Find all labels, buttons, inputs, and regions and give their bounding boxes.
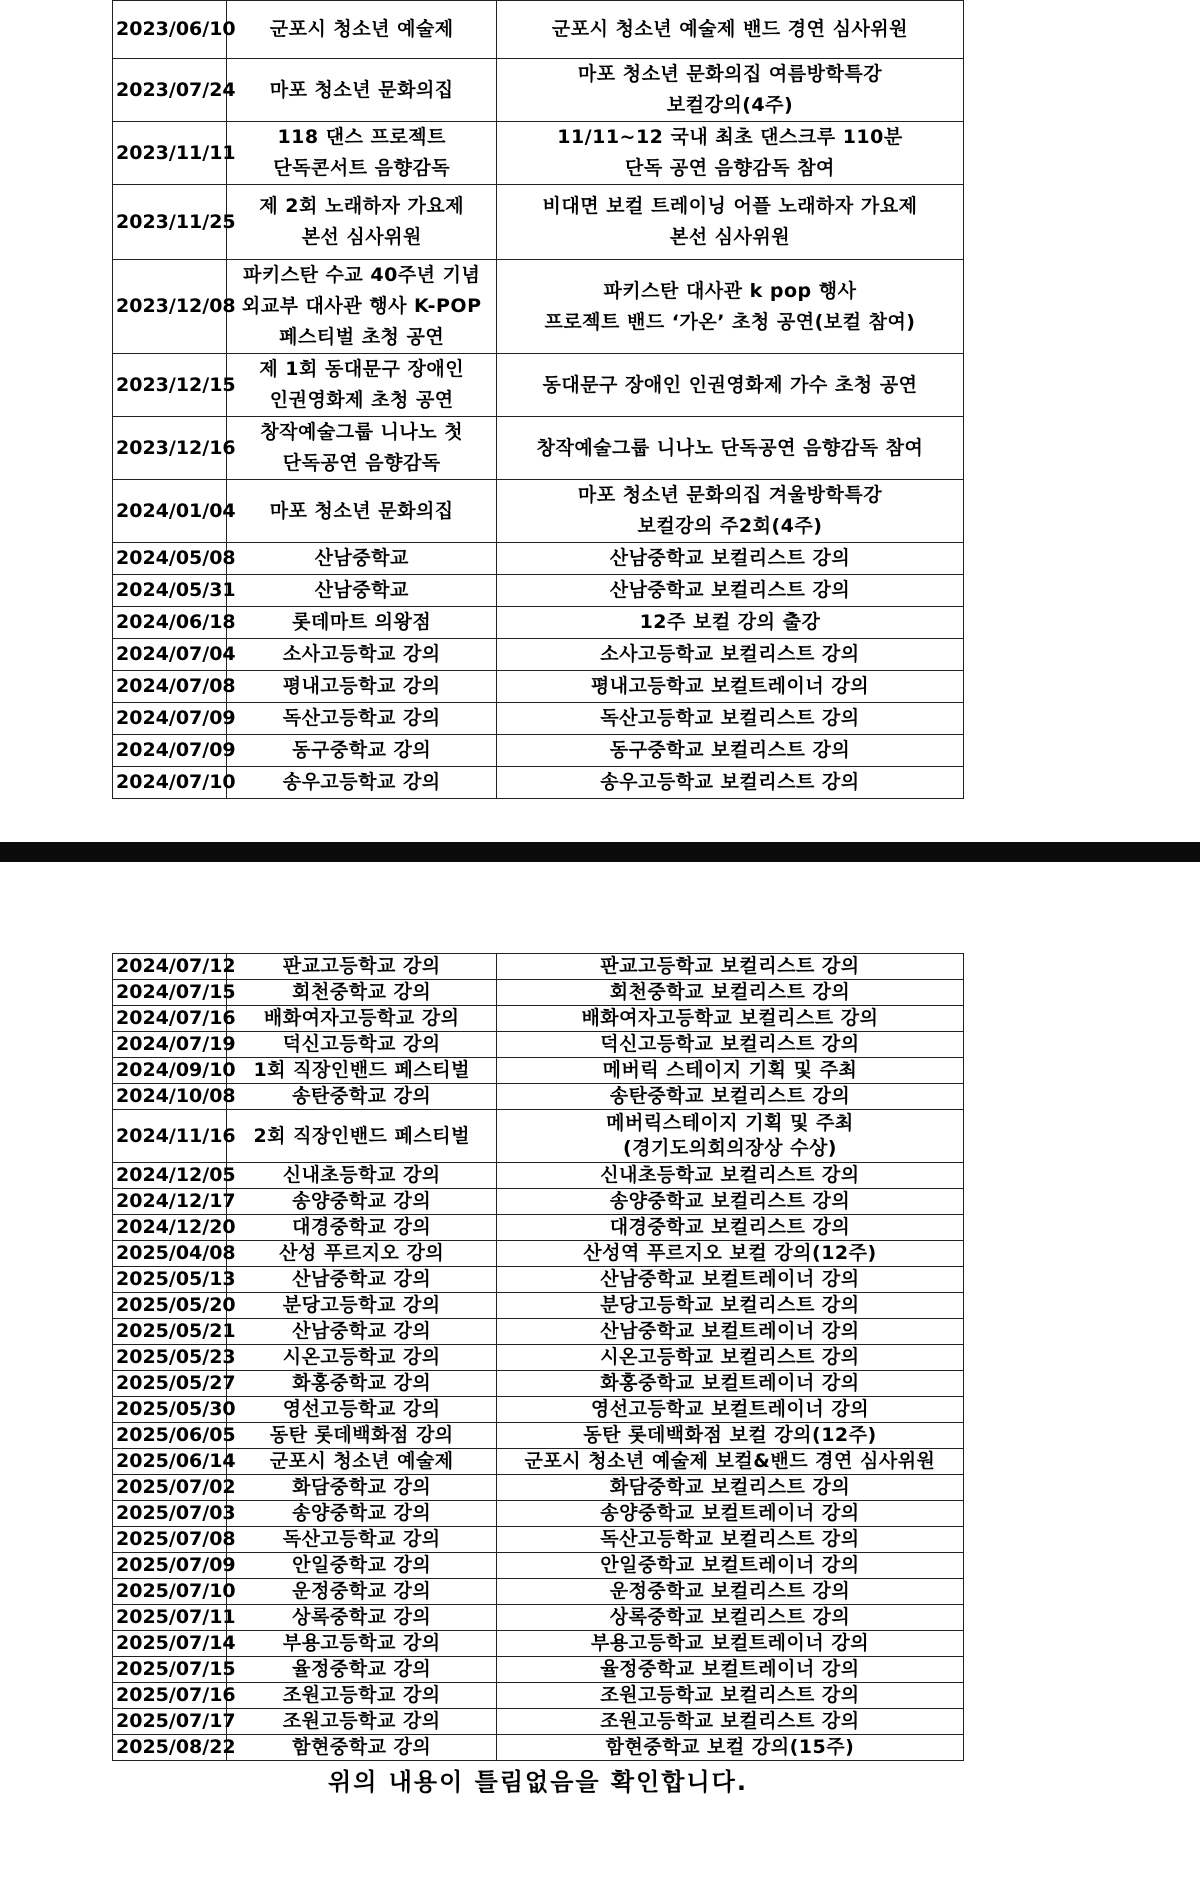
detail-cell: 독산고등학교 보컬리스트 강의 <box>496 703 963 735</box>
detail-cell: 안일중학교 보컬트레이너 강의 <box>496 1553 963 1579</box>
detail-cell: 산성역 푸르지오 보컬 강의(12주) <box>496 1241 963 1267</box>
date-cell: 2024/07/04 <box>113 639 227 671</box>
date-cell: 2023/06/10 <box>113 1 227 59</box>
date-cell: 2024/06/18 <box>113 607 227 639</box>
event-cell: 화홍중학교 강의 <box>227 1371 496 1397</box>
date-cell: 2025/07/17 <box>113 1709 227 1735</box>
detail-cell: 송양중학교 보컬트레이너 강의 <box>496 1501 963 1527</box>
detail-cell: 평내고등학교 보컬트레이너 강의 <box>496 671 963 703</box>
table-row <box>113 1553 964 1579</box>
table-row <box>113 354 964 417</box>
detail-cell: 마포 청소년 문화의집 겨울방학특강 보컬강의 주2회(4주) <box>496 480 963 543</box>
table-row <box>113 480 964 543</box>
table-row <box>113 1605 964 1631</box>
date-cell: 2024/12/17 <box>113 1189 227 1215</box>
date-cell: 2025/05/13 <box>113 1267 227 1293</box>
event-cell: 산남중학교 강의 <box>227 1319 496 1345</box>
event-cell: 운정중학교 강의 <box>227 1579 496 1605</box>
event-cell: 파키스탄 수교 40주년 기념 외교부 대사관 행사 K-POP 페스티벌 초청 공연 <box>227 260 496 354</box>
table-row <box>113 1527 964 1553</box>
table-row <box>113 1215 964 1241</box>
detail-cell: 율정중학교 보컬트레이너 강의 <box>496 1657 963 1683</box>
detail-cell: 마포 청소년 문화의집 여름방학특강 보컬강의(4주) <box>496 59 963 122</box>
table-row <box>113 1345 964 1371</box>
date-cell: 2025/04/08 <box>113 1241 227 1267</box>
date-cell: 2024/10/08 <box>113 1084 227 1110</box>
table-row <box>113 735 964 767</box>
activity-table-bottom-body <box>113 954 964 1761</box>
event-cell: 마포 청소년 문화의집 <box>227 59 496 122</box>
table-row <box>113 639 964 671</box>
table-row <box>113 1475 964 1501</box>
date-cell: 2023/11/11 <box>113 122 227 185</box>
event-cell: 율정중학교 강의 <box>227 1657 496 1683</box>
event-cell: 제 2회 노래하자 가요제 본선 심사위원 <box>227 185 496 260</box>
page-divider <box>0 842 1200 862</box>
detail-cell: 군포시 청소년 예술제 밴드 경연 심사위원 <box>496 1 963 59</box>
detail-cell: 송우고등학교 보컬리스트 강의 <box>496 767 963 799</box>
table-row <box>113 1163 964 1189</box>
detail-cell: 조원고등학교 보컬리스트 강의 <box>496 1709 963 1735</box>
date-cell: 2023/12/15 <box>113 354 227 417</box>
date-cell: 2023/11/25 <box>113 185 227 260</box>
table-row <box>113 1449 964 1475</box>
event-cell: 독산고등학교 강의 <box>227 703 496 735</box>
detail-cell: 산남중학교 보컬리스트 강의 <box>496 543 963 575</box>
detail-cell: 동구중학교 보컬리스트 강의 <box>496 735 963 767</box>
table-row <box>113 1032 964 1058</box>
date-cell: 2025/05/27 <box>113 1371 227 1397</box>
table-row <box>113 543 964 575</box>
event-cell: 영선고등학교 강의 <box>227 1397 496 1423</box>
table-row <box>113 1241 964 1267</box>
table-row <box>113 703 964 735</box>
date-cell: 2025/07/03 <box>113 1501 227 1527</box>
event-cell: 대경중학교 강의 <box>227 1215 496 1241</box>
table-row <box>113 1 964 59</box>
date-cell: 2025/07/14 <box>113 1631 227 1657</box>
detail-cell: 송양중학교 보컬리스트 강의 <box>496 1189 963 1215</box>
table-row <box>113 1267 964 1293</box>
date-cell: 2024/12/20 <box>113 1215 227 1241</box>
event-cell: 송탄중학교 강의 <box>227 1084 496 1110</box>
activity-table-top-body <box>113 1 964 799</box>
table-row <box>113 1397 964 1423</box>
detail-cell: 영선고등학교 보컬트레이너 강의 <box>496 1397 963 1423</box>
date-cell: 2025/08/22 <box>113 1735 227 1761</box>
date-cell: 2024/07/09 <box>113 735 227 767</box>
event-cell: 롯데마트 의왕점 <box>227 607 496 639</box>
table-row <box>113 1579 964 1605</box>
detail-cell: 산남중학교 보컬트레이너 강의 <box>496 1319 963 1345</box>
event-cell: 군포시 청소년 예술제 <box>227 1449 496 1475</box>
event-cell: 안일중학교 강의 <box>227 1553 496 1579</box>
event-cell: 제 1회 동대문구 장애인 인권영화제 초청 공연 <box>227 354 496 417</box>
table-row <box>113 1501 964 1527</box>
date-cell: 2025/05/23 <box>113 1345 227 1371</box>
event-cell: 산성 푸르지오 강의 <box>227 1241 496 1267</box>
table-row <box>113 59 964 122</box>
table-row <box>113 185 964 260</box>
event-cell: 송양중학교 강의 <box>227 1189 496 1215</box>
table-row <box>113 1293 964 1319</box>
detail-cell: 화담중학교 보컬리스트 강의 <box>496 1475 963 1501</box>
table-row <box>113 417 964 480</box>
date-cell: 2025/07/16 <box>113 1683 227 1709</box>
detail-cell: 배화여자고등학교 보컬리스트 강의 <box>496 1006 963 1032</box>
detail-cell: 군포시 청소년 예술제 보컬&밴드 경연 심사위원 <box>496 1449 963 1475</box>
event-cell: 2회 직장인밴드 페스티벌 <box>227 1110 496 1163</box>
date-cell: 2025/05/30 <box>113 1397 227 1423</box>
date-cell: 2024/07/16 <box>113 1006 227 1032</box>
activity-table-bottom <box>112 953 964 1761</box>
date-cell: 2025/07/02 <box>113 1475 227 1501</box>
date-cell: 2024/07/19 <box>113 1032 227 1058</box>
event-cell: 창작예술그룹 니나노 첫 단독공연 음향감독 <box>227 417 496 480</box>
event-cell: 신내초등학교 강의 <box>227 1163 496 1189</box>
date-cell: 2023/07/24 <box>113 59 227 122</box>
detail-cell: 회천중학교 보컬리스트 강의 <box>496 980 963 1006</box>
table-row <box>113 1683 964 1709</box>
event-cell: 독산고등학교 강의 <box>227 1527 496 1553</box>
event-cell: 분당고등학교 강의 <box>227 1293 496 1319</box>
detail-cell: 화홍중학교 보컬트레이너 강의 <box>496 1371 963 1397</box>
detail-cell: 독산고등학교 보컬리스트 강의 <box>496 1527 963 1553</box>
detail-cell: 함현중학교 보컬 강의(15주) <box>496 1735 963 1761</box>
event-cell: 소사고등학교 강의 <box>227 639 496 671</box>
event-cell: 회천중학교 강의 <box>227 980 496 1006</box>
event-cell: 판교고등학교 강의 <box>227 954 496 980</box>
event-cell: 동탄 롯데백화점 강의 <box>227 1423 496 1449</box>
event-cell: 시온고등학교 강의 <box>227 1345 496 1371</box>
date-cell: 2024/12/05 <box>113 1163 227 1189</box>
activity-table-top <box>112 0 964 799</box>
date-cell: 2024/05/31 <box>113 575 227 607</box>
date-cell: 2025/05/20 <box>113 1293 227 1319</box>
table-row <box>113 980 964 1006</box>
table-row <box>113 1371 964 1397</box>
detail-cell: 대경중학교 보컬리스트 강의 <box>496 1215 963 1241</box>
detail-cell: 동대문구 장애인 인권영화제 가수 초청 공연 <box>496 354 963 417</box>
detail-cell: 산남중학교 보컬리스트 강의 <box>496 575 963 607</box>
date-cell: 2024/07/08 <box>113 671 227 703</box>
detail-cell: 시온고등학교 보컬리스트 강의 <box>496 1345 963 1371</box>
date-cell: 2025/07/09 <box>113 1553 227 1579</box>
detail-cell: 비대면 보컬 트레이닝 어플 노래하자 가요제 본선 심사위원 <box>496 185 963 260</box>
date-cell: 2024/11/16 <box>113 1110 227 1163</box>
table-row <box>113 607 964 639</box>
event-cell: 송양중학교 강의 <box>227 1501 496 1527</box>
table-row <box>113 1423 964 1449</box>
date-cell: 2024/01/04 <box>113 480 227 543</box>
table-row <box>113 575 964 607</box>
date-cell: 2025/06/05 <box>113 1423 227 1449</box>
detail-cell: 판교고등학교 보컬리스트 강의 <box>496 954 963 980</box>
date-cell: 2024/07/09 <box>113 703 227 735</box>
detail-cell: 메버릭스테이지 기획 및 주최 (경기도의회의장상 수상) <box>496 1110 963 1163</box>
event-cell: 산남중학교 강의 <box>227 1267 496 1293</box>
date-cell: 2024/07/15 <box>113 980 227 1006</box>
date-cell: 2023/12/08 <box>113 260 227 354</box>
event-cell: 산남중학교 <box>227 543 496 575</box>
table-row <box>113 1631 964 1657</box>
table-row <box>113 1110 964 1163</box>
date-cell: 2025/07/15 <box>113 1657 227 1683</box>
detail-cell: 동탄 롯데백화점 보컬 강의(12주) <box>496 1423 963 1449</box>
table-row <box>113 1084 964 1110</box>
detail-cell: 송탄중학교 보컬리스트 강의 <box>496 1084 963 1110</box>
date-cell: 2025/07/10 <box>113 1579 227 1605</box>
detail-cell: 부용고등학교 보컬트레이너 강의 <box>496 1631 963 1657</box>
table-row <box>113 1735 964 1761</box>
table-row <box>113 1189 964 1215</box>
table-row <box>113 671 964 703</box>
table-row <box>113 260 964 354</box>
event-cell: 118 댄스 프로젝트 단독콘서트 음향감독 <box>227 122 496 185</box>
date-cell: 2023/12/16 <box>113 417 227 480</box>
detail-cell: 창작예술그룹 니나노 단독공연 음향감독 참여 <box>496 417 963 480</box>
confirmation-text: 위의 내용이 틀림없음을 확인합니다. <box>328 1768 748 1796</box>
date-cell: 2024/07/10 <box>113 767 227 799</box>
date-cell: 2025/07/11 <box>113 1605 227 1631</box>
event-cell: 1회 직장인밴드 페스티벌 <box>227 1058 496 1084</box>
event-cell: 조원고등학교 강의 <box>227 1709 496 1735</box>
detail-cell: 메버릭 스테이지 기획 및 주최 <box>496 1058 963 1084</box>
date-cell: 2025/05/21 <box>113 1319 227 1345</box>
table-row <box>113 1319 964 1345</box>
table-row <box>113 1006 964 1032</box>
detail-cell: 산남중학교 보컬트레이너 강의 <box>496 1267 963 1293</box>
table-row <box>113 1657 964 1683</box>
event-cell: 마포 청소년 문화의집 <box>227 480 496 543</box>
event-cell: 평내고등학교 강의 <box>227 671 496 703</box>
date-cell: 2025/06/14 <box>113 1449 227 1475</box>
detail-cell: 조원고등학교 보컬리스트 강의 <box>496 1683 963 1709</box>
date-cell: 2024/07/12 <box>113 954 227 980</box>
table-row <box>113 767 964 799</box>
table-row <box>113 122 964 185</box>
detail-cell: 덕신고등학교 보컬리스트 강의 <box>496 1032 963 1058</box>
event-cell: 산남중학교 <box>227 575 496 607</box>
date-cell: 2025/07/08 <box>113 1527 227 1553</box>
detail-cell: 상록중학교 보컬리스트 강의 <box>496 1605 963 1631</box>
event-cell: 조원고등학교 강의 <box>227 1683 496 1709</box>
detail-cell: 12주 보컬 강의 출강 <box>496 607 963 639</box>
event-cell: 부용고등학교 강의 <box>227 1631 496 1657</box>
date-cell: 2024/09/10 <box>113 1058 227 1084</box>
detail-cell: 소사고등학교 보컬리스트 강의 <box>496 639 963 671</box>
event-cell: 배화여자고등학교 강의 <box>227 1006 496 1032</box>
event-cell: 화담중학교 강의 <box>227 1475 496 1501</box>
event-cell: 군포시 청소년 예술제 <box>227 1 496 59</box>
event-cell: 송우고등학교 강의 <box>227 767 496 799</box>
table-row <box>113 1709 964 1735</box>
table-row <box>113 1058 964 1084</box>
event-cell: 덕신고등학교 강의 <box>227 1032 496 1058</box>
event-cell: 함현중학교 강의 <box>227 1735 496 1761</box>
date-cell: 2024/05/08 <box>113 543 227 575</box>
detail-cell: 분당고등학교 보컬리스트 강의 <box>496 1293 963 1319</box>
detail-cell: 파키스탄 대사관 k pop 행사 프로젝트 밴드 ‘가온’ 초청 공연(보컬 참여) <box>496 260 963 354</box>
detail-cell: 운정중학교 보컬리스트 강의 <box>496 1579 963 1605</box>
detail-cell: 신내초등학교 보컬리스트 강의 <box>496 1163 963 1189</box>
detail-cell: 11/11~12 국내 최초 댄스크루 110분 단독 공연 음향감독 참여 <box>496 122 963 185</box>
table-row <box>113 954 964 980</box>
event-cell: 상록중학교 강의 <box>227 1605 496 1631</box>
event-cell: 동구중학교 강의 <box>227 735 496 767</box>
